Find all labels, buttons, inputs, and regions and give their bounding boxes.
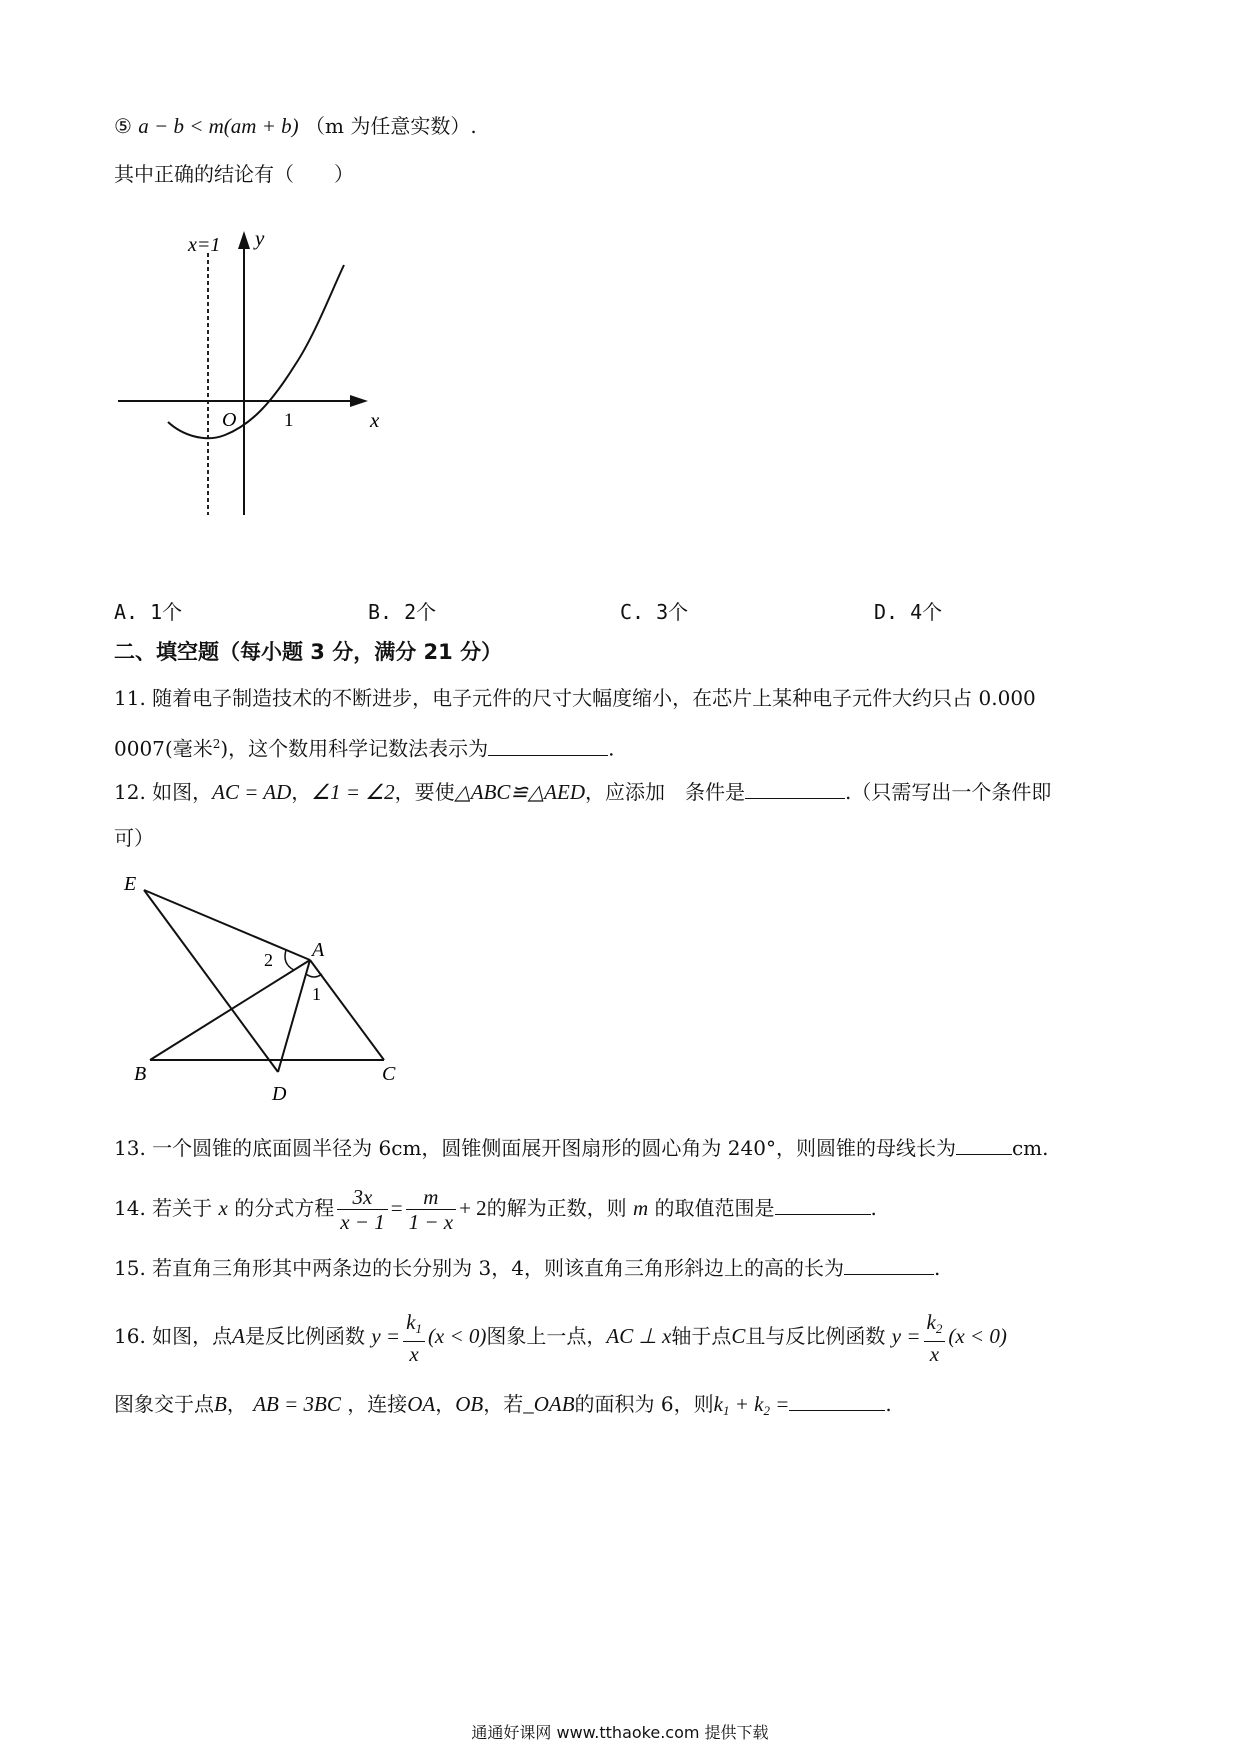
text: ，连接 (347, 1392, 408, 1416)
text: 轴于点 (671, 1324, 732, 1348)
text: ， (226, 1392, 247, 1416)
text: ，应添加 条件是 (585, 780, 746, 804)
q16-line2 (114, 1390, 892, 1425)
text: .（只需写出一个条件即 (845, 780, 1052, 804)
text: 14. 若关于 (114, 1196, 213, 1220)
domain: (x < 0) (948, 1324, 1007, 1348)
fraction-1 (337, 1185, 388, 1234)
text: 且与反比例函数 (745, 1324, 886, 1348)
perpendicular: AC ⊥ x (606, 1324, 672, 1348)
text: . (885, 1392, 892, 1416)
q12-line1 (114, 778, 1051, 806)
section-title: 二、填空题（每小题 3 分，满分 21 分） (114, 640, 503, 664)
denominator: x (929, 1341, 940, 1366)
sum-expr (714, 1392, 790, 1416)
point: B (214, 1392, 227, 1416)
numerator (403, 1310, 425, 1342)
q15 (114, 1254, 940, 1282)
option-b: B. 2个 (368, 600, 437, 624)
congruence: △ABC≌△AED (454, 780, 586, 804)
equals: = (390, 1196, 403, 1220)
text: . (933, 1256, 941, 1280)
text: . (870, 1196, 877, 1220)
label-A: A (312, 939, 325, 961)
condition: AC = AD (212, 780, 292, 804)
subscript: 1 (722, 1403, 730, 1418)
q16-line1 (114, 1308, 1007, 1364)
equals: = (769, 1392, 790, 1416)
text: 的分式方程 (234, 1196, 335, 1220)
label-D: D (272, 1083, 287, 1105)
text: 13. 一个圆锥的底面圆半径为 6cm，圆锥侧面展开图扇形的圆心角为 240°，则圆锥的母线长为 (114, 1136, 956, 1160)
answer-blank[interactable] (789, 1390, 885, 1411)
segment: OB (455, 1392, 484, 1416)
variable: m (633, 1196, 649, 1220)
k: k (926, 1309, 936, 1334)
text: 0007(毫米 (114, 736, 213, 761)
text: ， (435, 1392, 456, 1416)
condition: ∠1 = ∠2 (311, 780, 395, 804)
text: 15. 若直角三角形其中两条边的长分别为 3，4，则该直角三角形斜边上的高的长为 (114, 1256, 844, 1280)
triangle: _OAB (523, 1392, 575, 1416)
numerator (924, 1310, 946, 1342)
label-E: E (124, 873, 137, 895)
text: 图象交于点 (114, 1392, 214, 1416)
option-a: A. 1个 (114, 600, 183, 624)
parabola-graph (110, 225, 390, 525)
numerator: m (406, 1185, 457, 1210)
subscript: 2 (763, 1403, 770, 1418)
answer-blank[interactable] (488, 735, 608, 756)
label-B: B (134, 1063, 147, 1085)
text: )，这个数用科学记数法表示为 (220, 736, 489, 761)
denominator: 1 − x (408, 1210, 454, 1234)
triangle-figure (110, 868, 430, 1108)
ratio: AB = 3BC (253, 1392, 341, 1416)
label-one: 1 (284, 410, 294, 431)
label-y: y (255, 226, 265, 250)
option-c: C. 3个 (620, 600, 689, 624)
text: ，要使 (394, 780, 455, 804)
numerator: 3x (337, 1185, 388, 1210)
q14 (114, 1180, 877, 1236)
text: 的面积为 6，则 (574, 1392, 714, 1416)
q10-prompt: 其中正确的结论有（ ） (114, 162, 354, 186)
parabola-curve (168, 265, 344, 438)
fraction-2 (406, 1185, 457, 1234)
q11-line1: 11. 随着电子制造技术的不断进步，电子元件的尺寸大幅度缩小，在芯片上某种电子元件大约只占 0.000 (114, 686, 1036, 710)
q12-line2: 可） (114, 826, 154, 850)
k: k (713, 1392, 723, 1416)
label-x-eq-1: x=1 (188, 234, 221, 256)
text: 图象上一点， (486, 1324, 607, 1348)
text: ，若 (483, 1392, 524, 1416)
label-x: x (370, 408, 380, 432)
note: （m 为任意实数）. (305, 114, 477, 138)
text: . (608, 736, 615, 761)
k: k (406, 1309, 416, 1334)
q10-item5 (114, 112, 477, 140)
text: 的解为正数，则 (486, 1196, 627, 1220)
option-d: D. 4个 (874, 600, 943, 624)
text: 的取值范围是 (654, 1196, 775, 1220)
label-2: 2 (264, 950, 273, 970)
answer-blank[interactable] (745, 778, 845, 799)
superscript: 2 (212, 737, 221, 751)
domain: (x < 0) (427, 1324, 487, 1348)
answer-blank[interactable] (775, 1194, 871, 1215)
text: 12. 如图， (114, 780, 213, 804)
subscript: 2 (935, 1320, 943, 1336)
text: 16. 如图，点 (114, 1324, 233, 1348)
item-number: ⑤ (114, 114, 132, 138)
point: A (232, 1324, 245, 1348)
label-origin: O (222, 409, 237, 431)
text: ， (291, 780, 312, 804)
equation-lhs: y = (371, 1324, 401, 1348)
fraction-k2 (924, 1310, 946, 1366)
answer-blank[interactable] (844, 1254, 934, 1275)
inequality: a − b < m(am + b) (138, 114, 299, 138)
segment: OA (407, 1392, 436, 1416)
answer-blank[interactable] (956, 1134, 1012, 1155)
variable: x (218, 1196, 228, 1220)
denominator: x − 1 (340, 1210, 385, 1234)
subscript: 1 (415, 1320, 422, 1336)
q11-line2 (114, 730, 615, 763)
text: 是反比例函数 (245, 1324, 365, 1348)
y-arrow (238, 231, 250, 249)
plus-k: + k (729, 1392, 764, 1416)
point: C (731, 1324, 746, 1348)
label-1: 1 (312, 984, 321, 1004)
page-footer: 通通好课网 www.tthaoke.com 提供下载 (471, 1723, 769, 1742)
equation-lhs: y = (891, 1324, 921, 1348)
plus-term: + 2 (459, 1196, 487, 1220)
x-arrow (350, 395, 368, 407)
fraction-k1 (403, 1310, 425, 1366)
denominator: x (409, 1341, 419, 1366)
text: cm. (1011, 1136, 1049, 1160)
q13 (114, 1134, 1048, 1162)
label-C: C (382, 1063, 396, 1085)
